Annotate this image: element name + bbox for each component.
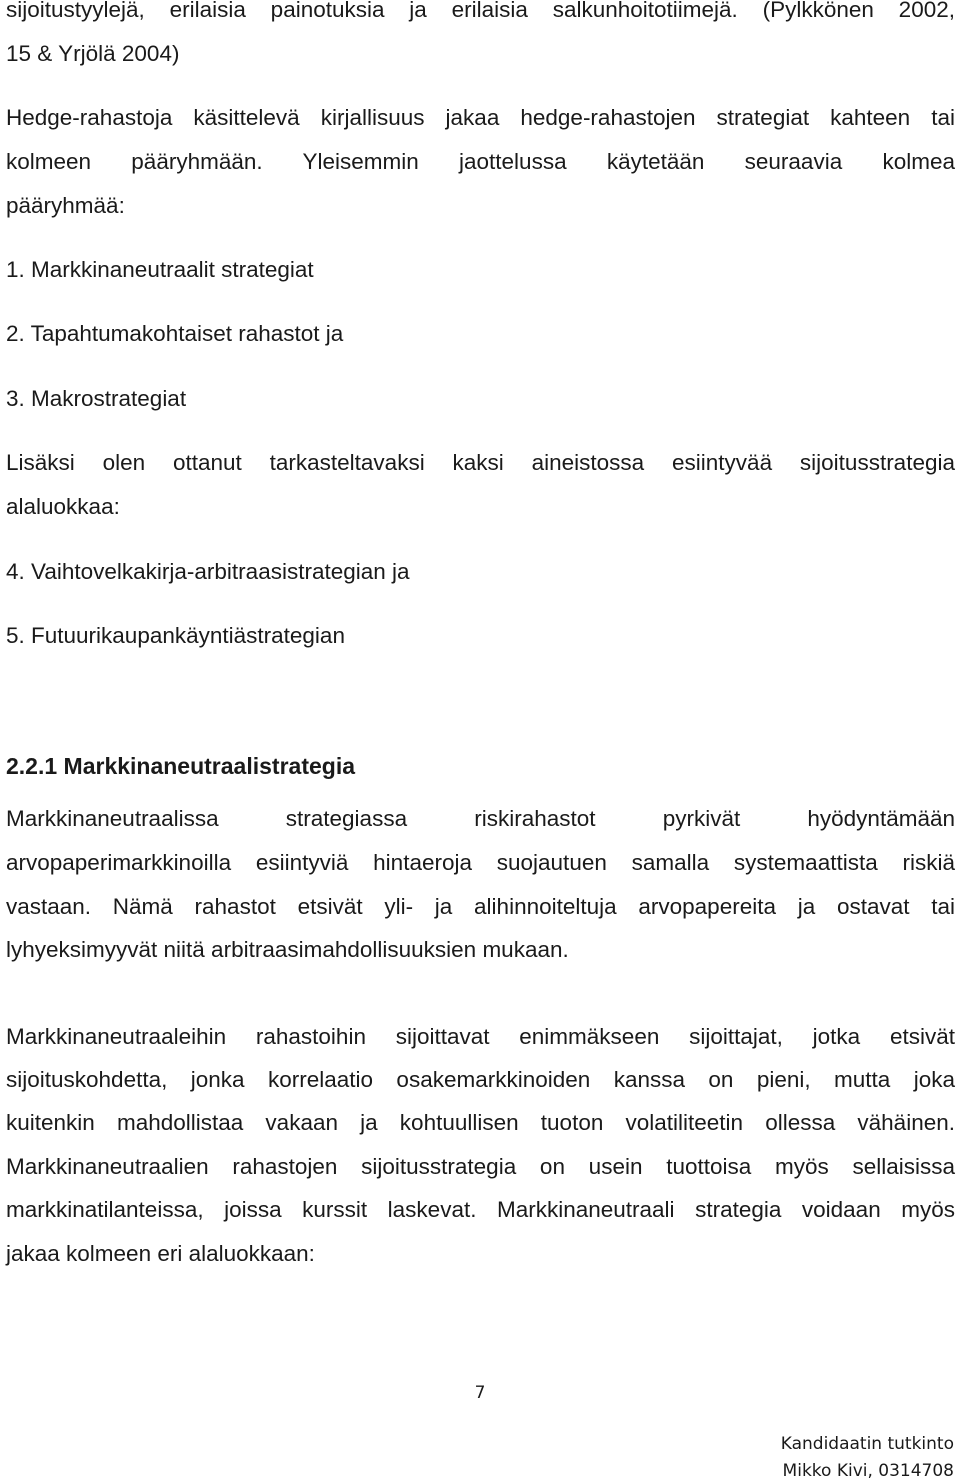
paragraph-line: lyhyeksimyyvät niitä arbitraasimahdollisuuksien mukaan. xyxy=(6,937,569,962)
paragraph-line: alaluokkaa: xyxy=(6,494,120,519)
paragraph-line: arvopaperimarkkinoilla esiintyviä hintaeroja suojautuen samalla systemaattista riskiä xyxy=(6,850,955,875)
paragraph-line: kuitenkin mahdollistaa vakaan ja kohtuullisen tuoton volatiliteetin ollessa vähäinen. xyxy=(6,1110,955,1135)
paragraph-line: Hedge-rahastoja käsittelevä kirjallisuus jakaa hedge-rahastojen strategiat kahteen tai xyxy=(6,105,955,130)
list-item: 2. Tapahtumakohtaiset rahastot ja xyxy=(6,321,344,346)
page-number: 7 xyxy=(474,1383,486,1403)
section-heading: 2.2.1 Markkinaneutraalistrategia xyxy=(6,753,355,779)
footer-degree: Kandidaatin tutkinto xyxy=(780,1434,954,1454)
paragraph-line: Markkinaneutraalien rahastojen sijoitusstrategia on usein tuottoisa myös sellaisissa xyxy=(6,1154,955,1179)
paragraph-line: jakaa kolmeen eri alaluokkaan: xyxy=(6,1241,315,1266)
paragraph-line: sijoituskohdetta, jonka korrelaatio osakemarkkinoiden kanssa on pieni, mutta joka xyxy=(6,1067,955,1092)
paragraph-line: Markkinaneutraalissa strategiassa riskirahastot pyrkivät hyödyntämään xyxy=(6,806,955,831)
paragraph-line: Lisäksi olen ottanut tarkasteltavaksi kaksi aineistossa esiintyvää sijoitusstrategia xyxy=(6,450,955,475)
paragraph-line: pääryhmää: xyxy=(6,193,125,218)
paragraph-line: sijoitustyylejä, erilaisia painotuksia ja erilaisia salkunhoitotiimejä. (Pylkkönen 2002, xyxy=(6,0,955,22)
list-item: 3. Makrostrategiat xyxy=(6,386,187,411)
list-item: 1. Markkinaneutraalit strategiat xyxy=(6,257,314,282)
paragraph-line: markkinatilanteissa, joissa kurssit laskevat. Markkinaneutraali strategia voidaan myös xyxy=(6,1197,955,1222)
paragraph-line: kolmeen pääryhmään. Yleisemmin jaottelussa käytetään seuraavia kolmea xyxy=(6,149,955,174)
paragraph-line: vastaan. Nämä rahastot etsivät yli- ja alihinnoiteltuja arvopapereita ja ostavat tai xyxy=(6,894,955,919)
footer-author: Mikko Kivi, 0314708 xyxy=(782,1461,954,1481)
list-item: 5. Futuurikaupankäyntiästrategian xyxy=(6,623,345,648)
paragraph-line: 15 & Yrjölä 2004) xyxy=(6,41,180,66)
paragraph-line: Markkinaneutraaleihin rahastoihin sijoittavat enimmäkseen sijoittajat, jotka etsivät xyxy=(6,1024,955,1049)
list-item: 4. Vaihtovelkakirja-arbitraasistrategian ja xyxy=(6,559,410,584)
